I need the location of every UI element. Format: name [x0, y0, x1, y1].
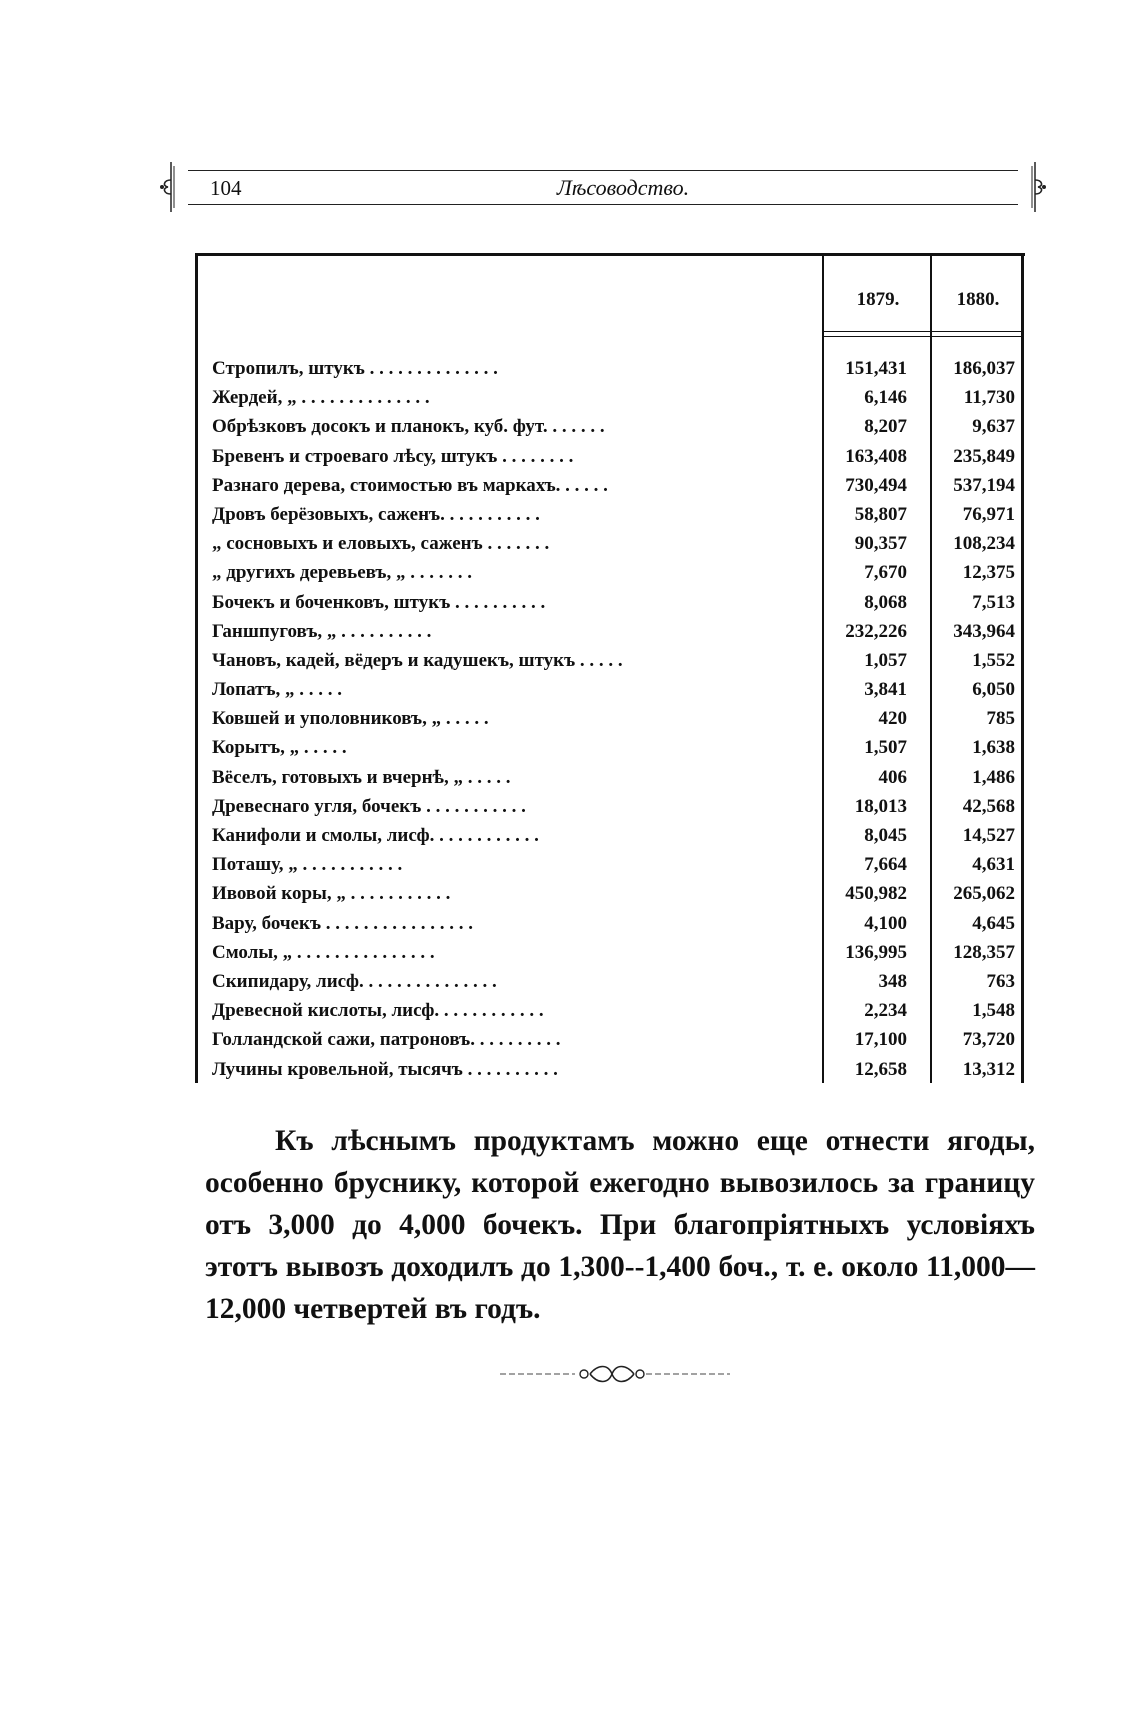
value-1879: 406	[878, 766, 907, 788]
table-row	[195, 1055, 1025, 1084]
table-row	[195, 763, 1025, 792]
value-1879: 18,013	[854, 795, 907, 817]
value-1879: 58,807	[854, 503, 907, 525]
value-1880: 6,050	[972, 679, 1015, 701]
table-row	[195, 354, 1025, 383]
value-1879: 151,431	[845, 358, 907, 379]
table-row	[195, 792, 1025, 821]
value-1880: 1,548	[972, 1000, 1015, 1022]
row-label: Жердей, „ . . . . . . . . . . . . . .	[212, 387, 430, 409]
value-1879: 4,100	[864, 912, 907, 934]
table-top-rule	[195, 253, 1025, 256]
body-paragraph	[205, 1120, 1035, 1330]
value-1879: 232,226	[845, 620, 907, 642]
value-1880: 1,486	[972, 766, 1015, 788]
value-1879: 7,670	[864, 562, 907, 584]
value-1880: 4,631	[972, 854, 1015, 876]
value-1880: 12,375	[962, 562, 1015, 584]
value-1880: 42,568	[962, 795, 1015, 817]
table-row	[195, 1025, 1025, 1054]
table-row	[195, 996, 1025, 1025]
row-label: Смолы, „ . . . . . . . . . . . . . . .	[212, 941, 435, 963]
running-head	[158, 162, 1048, 212]
row-label: Чановъ, кадей, вёдеръ и кадушекъ, штукъ . . . . .	[212, 649, 623, 671]
value-1879: 8,207	[864, 416, 907, 438]
table-row	[195, 500, 1025, 529]
table-row	[195, 617, 1025, 646]
table-row	[195, 704, 1025, 733]
row-label: Голландской сажи, патроновъ. . . . . . . . . .	[212, 1029, 561, 1051]
export-table	[195, 253, 1025, 1083]
value-1880: 108,234	[953, 533, 1015, 555]
row-label: Лучины кровельной, тысячъ . . . . . . . . . .	[212, 1058, 558, 1080]
table-row	[195, 938, 1025, 967]
value-1880: 186,037	[953, 358, 1015, 379]
table-row	[195, 471, 1025, 500]
value-1879: 420	[878, 708, 907, 730]
value-1879: 2,234	[864, 1000, 907, 1022]
column-header-1879: 1879.	[856, 289, 900, 310]
row-label: Бочекъ и боченковъ, штукъ . . . . . . . . . .	[212, 591, 546, 613]
value-1879: 163,408	[845, 445, 907, 467]
row-label: Поташу, „ . . . . . . . . . . .	[212, 854, 403, 876]
value-1879: 136,995	[845, 941, 907, 963]
table-row	[195, 675, 1025, 704]
value-1879: 17,100	[854, 1029, 907, 1051]
value-1879: 90,357	[854, 533, 907, 555]
value-1880: 128,357	[953, 941, 1015, 963]
row-label: Лопатъ, „ . . . . .	[212, 679, 343, 701]
row-label: „ другихъ деревьевъ, „ . . . . . . .	[212, 562, 473, 584]
value-1879: 8,045	[864, 825, 907, 846]
row-label: Дровъ берёзовыхъ, саженъ. . . . . . . . . . .	[212, 503, 540, 525]
row-label: Скипидару, лисф. . . . . . . . . . . . . . .	[212, 970, 497, 992]
value-1880: 1,552	[972, 649, 1015, 671]
value-1880: 265,062	[953, 883, 1015, 905]
table-row	[195, 442, 1025, 471]
value-1880: 235,849	[953, 445, 1015, 467]
row-label: Разнаго дерева, стоимостью въ маркахъ. . . . . .	[212, 474, 608, 496]
fleuron-ornament-icon	[500, 1362, 750, 1386]
value-1879: 12,658	[854, 1058, 907, 1080]
value-1879: 450,982	[845, 883, 907, 905]
head-rule-top	[188, 170, 1018, 171]
value-1880: 14,527	[962, 825, 1015, 846]
table-row	[195, 383, 1025, 412]
value-1880: 7,513	[972, 591, 1015, 613]
value-1879: 1,057	[864, 649, 907, 671]
value-1879: 730,494	[845, 474, 907, 496]
table-row	[195, 967, 1025, 996]
running-title: Лѣсоводство.	[556, 175, 690, 200]
table-row	[195, 412, 1025, 441]
row-label: Обрѣзковъ досокъ и планокъ, куб. фут. . . . . . .	[212, 416, 605, 438]
value-1880: 1,638	[972, 737, 1015, 759]
value-1879: 8,068	[864, 591, 907, 613]
value-1880: 4,645	[972, 912, 1015, 934]
row-label: Корытъ, „ . . . . .	[212, 737, 347, 759]
value-1880: 343,964	[953, 620, 1015, 642]
value-1879: 3,841	[864, 679, 907, 701]
row-label: Ганшпуговъ, „ . . . . . . . . . .	[212, 620, 432, 642]
table-row	[195, 821, 1025, 850]
value-1880: 537,194	[953, 474, 1015, 496]
paragraph-text: Къ лѣснымъ продуктамъ можно еще отнести ягоды, особенно бруснику, которой ежегодно вывозилось за границу отъ 3,000 до 4,000 бочекъ. При благопріятныхъ условіяхъ этотъ вывозъ доходилъ до 1,300--1,400 боч., т. е. около 11,000—12,000 четвертей въ годъ.	[205, 1125, 1035, 1325]
table-row	[195, 558, 1025, 587]
table-row	[195, 588, 1025, 617]
value-1880: 73,720	[962, 1029, 1015, 1051]
row-label: Ковшей и уполовниковъ, „ . . . . .	[212, 708, 489, 730]
header-rule-2	[823, 336, 1021, 337]
value-1879: 6,146	[864, 387, 907, 409]
value-1880: 9,637	[972, 416, 1015, 438]
row-label: Вёселъ, готовыхъ и вчернѣ, „ . . . . .	[212, 766, 511, 788]
value-1880: 13,312	[962, 1058, 1015, 1080]
row-label: „ сосновыхъ и еловыхъ, саженъ . . . . . . .	[212, 533, 550, 555]
table-row	[195, 909, 1025, 938]
value-1880: 785	[986, 708, 1015, 730]
header-rule-1	[823, 331, 1021, 332]
table-row	[195, 850, 1025, 879]
value-1879: 1,507	[864, 737, 907, 759]
value-1880: 76,971	[962, 503, 1015, 525]
table-body	[195, 354, 1025, 1084]
row-label: Вару, бочекъ . . . . . . . . . . . . . . . .	[212, 912, 474, 934]
row-label: Стропилъ, штукъ . . . . . . . . . . . . . .	[212, 358, 498, 379]
value-1880: 763	[986, 970, 1015, 992]
head-rule-bottom	[188, 204, 1018, 205]
row-label: Древеснаго угля, бочекъ . . . . . . . . . . .	[212, 795, 526, 817]
page-number: 104	[210, 176, 242, 200]
row-label: Канифоли и смолы, лисф. . . . . . . . . . . .	[212, 825, 539, 846]
table-row	[195, 733, 1025, 762]
value-1880: 11,730	[963, 387, 1015, 409]
row-label: Бревенъ и строеваго лѣсу, штукъ . . . . . . . .	[212, 445, 574, 467]
right-ornament-icon	[1022, 162, 1048, 212]
row-label: Ивовой коры, „ . . . . . . . . . . .	[212, 883, 451, 905]
table-row	[195, 529, 1025, 558]
column-header-1880: 1880.	[956, 289, 1000, 310]
table-row	[195, 646, 1025, 675]
value-1879: 348	[878, 970, 907, 992]
value-1879: 7,664	[864, 854, 907, 876]
table-row	[195, 879, 1025, 908]
row-label: Древесной кислоты, лисф. . . . . . . . . . . .	[212, 1000, 544, 1022]
